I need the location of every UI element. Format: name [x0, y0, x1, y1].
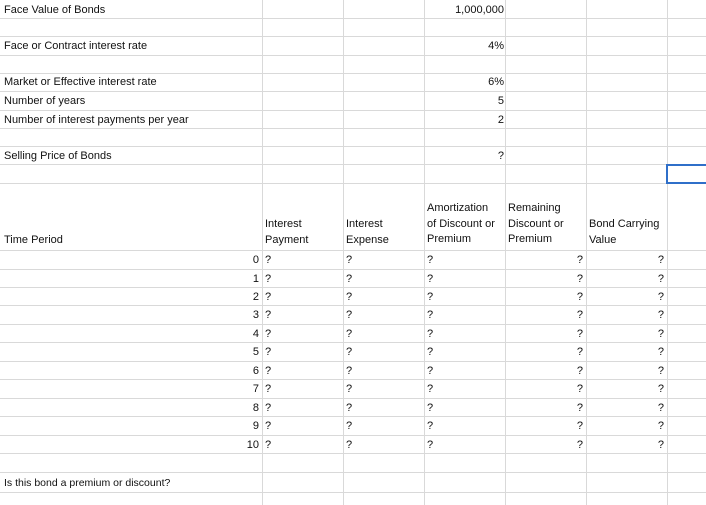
table-row-carrying[interactable]: ? [657, 254, 664, 266]
table-row-carrying[interactable]: ? [657, 439, 664, 451]
table-row-carrying[interactable]: ? [657, 402, 664, 414]
table-row-amortization[interactable]: ? [427, 439, 434, 451]
table-row-remaining[interactable]: ? [576, 346, 583, 358]
table-row-remaining[interactable]: ? [576, 273, 583, 285]
table-row-expense[interactable]: ? [346, 291, 353, 303]
table-row-carrying[interactable]: ? [657, 346, 664, 358]
table-row-payment[interactable]: ? [265, 328, 272, 340]
table-row-remaining[interactable]: ? [576, 254, 583, 266]
table-row-period[interactable]: 6 [252, 365, 259, 377]
table-row-period[interactable]: 1 [252, 273, 259, 285]
table-row-payment[interactable]: ? [265, 383, 272, 395]
table-row-amortization[interactable]: ? [427, 402, 434, 414]
table-row-payment[interactable]: ? [265, 346, 272, 358]
table-row-carrying[interactable]: ? [657, 291, 664, 303]
premium-discount-question: Is this bond a premium or discount? [4, 477, 171, 489]
table-row-amortization[interactable]: ? [427, 309, 434, 321]
table-row-carrying[interactable]: ? [657, 365, 664, 377]
table-row-remaining[interactable]: ? [576, 439, 583, 451]
table-row-period[interactable]: 3 [252, 309, 259, 321]
remaining-header: Remaining Discount or Premium [508, 202, 564, 245]
market-rate-cell[interactable]: 6% [488, 76, 504, 88]
table-row-amortization[interactable]: ? [427, 273, 434, 285]
table-row-carrying[interactable]: ? [657, 309, 664, 321]
table-row-payment[interactable]: ? [265, 365, 272, 377]
table-row-amortization[interactable]: ? [427, 365, 434, 377]
table-row-amortization[interactable]: ? [427, 383, 434, 395]
face-value-cell[interactable]: 1,000,000 [455, 4, 504, 16]
face-rate-cell[interactable]: 4% [488, 40, 504, 52]
table-row-payment[interactable]: ? [265, 273, 272, 285]
table-row-payment[interactable]: ? [265, 309, 272, 321]
face-rate-label: Face or Contract interest rate [4, 40, 148, 52]
table-row-expense[interactable]: ? [346, 383, 353, 395]
table-row-amortization[interactable]: ? [427, 291, 434, 303]
table-row-expense[interactable]: ? [346, 254, 353, 266]
years-cell[interactable]: 5 [497, 95, 504, 107]
table-row-expense[interactable]: ? [346, 439, 353, 451]
table-row-expense[interactable]: ? [346, 420, 353, 432]
table-row-amortization[interactable]: ? [427, 328, 434, 340]
table-row-carrying[interactable]: ? [657, 383, 664, 395]
time-period-header: Time Period [4, 234, 63, 246]
table-row-remaining[interactable]: ? [576, 328, 583, 340]
table-row-remaining[interactable]: ? [576, 420, 583, 432]
table-row-carrying[interactable]: ? [657, 328, 664, 340]
table-row-period[interactable]: 2 [252, 291, 259, 303]
table-row-period[interactable]: 10 [246, 439, 259, 451]
payments-cell[interactable]: 2 [497, 114, 504, 126]
table-row-remaining[interactable]: ? [576, 309, 583, 321]
table-row-payment[interactable]: ? [265, 439, 272, 451]
table-row-payment[interactable]: ? [265, 291, 272, 303]
table-row-payment[interactable]: ? [265, 420, 272, 432]
table-row-period[interactable]: 4 [252, 328, 259, 340]
carrying-value-header: Bond Carrying Value [589, 218, 660, 246]
selling-price-label: Selling Price of Bonds [4, 150, 112, 162]
market-rate-label: Market or Effective interest rate [4, 76, 157, 88]
table-row-period[interactable]: 7 [252, 383, 259, 395]
table-row-expense[interactable]: ? [346, 328, 353, 340]
table-row-expense[interactable]: ? [346, 273, 353, 285]
table-row-period[interactable]: 9 [252, 420, 259, 432]
table-row-period[interactable]: 8 [252, 402, 259, 414]
table-row-period[interactable]: 0 [252, 254, 259, 266]
table-row-amortization[interactable]: ? [427, 346, 434, 358]
table-row-expense[interactable]: ? [346, 309, 353, 321]
table-row-carrying[interactable]: ? [657, 420, 664, 432]
years-label: Number of years [4, 95, 86, 107]
table-row-expense[interactable]: ? [346, 365, 353, 377]
table-row-remaining[interactable]: ? [576, 291, 583, 303]
table-row-remaining[interactable]: ? [576, 365, 583, 377]
face-value-label: Face Value of Bonds [4, 4, 106, 16]
table-row-remaining[interactable]: ? [576, 402, 583, 414]
interest-expense-header: Interest Expense [346, 218, 389, 246]
interest-payment-header: Interest Payment [265, 218, 309, 246]
table-row-amortization[interactable]: ? [427, 420, 434, 432]
table-row-expense[interactable]: ? [346, 402, 353, 414]
table-row-amortization[interactable]: ? [427, 254, 434, 266]
table-row-remaining[interactable]: ? [576, 383, 583, 395]
table-row-expense[interactable]: ? [346, 346, 353, 358]
table-row-payment[interactable]: ? [265, 254, 272, 266]
table-row-period[interactable]: 5 [252, 346, 259, 358]
table-row-payment[interactable]: ? [265, 402, 272, 414]
amortization-header: Amortization of Discount or Premium [427, 202, 495, 245]
selling-price-cell[interactable]: ? [497, 150, 504, 162]
selected-cell[interactable] [666, 164, 706, 184]
table-row-carrying[interactable]: ? [657, 273, 664, 285]
payments-label: Number of interest payments per year [4, 114, 189, 126]
